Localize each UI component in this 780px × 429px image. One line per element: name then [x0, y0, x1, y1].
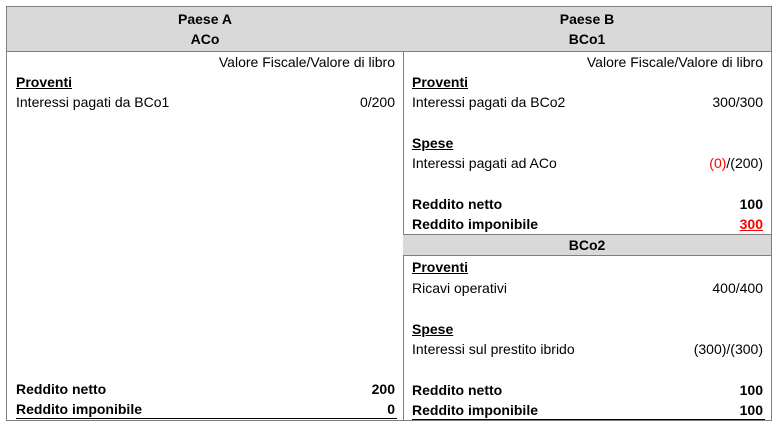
bco1-taxable-income-value: 300 — [739, 216, 763, 232]
tax-table — [6, 6, 772, 421]
country-a-taxable-income-row — [7, 399, 403, 419]
country-a-income-label: Interessi pagati da BCo1 — [16, 94, 170, 110]
country-a-income-heading-row — [7, 72, 403, 92]
bco2-expense-row — [403, 339, 771, 359]
bco2-net-income-row — [403, 380, 771, 400]
country-b-header — [403, 7, 771, 52]
bco1-expense-value — [709, 153, 763, 173]
country-a-title: Paese A — [178, 11, 232, 27]
bco2-expenses-heading: Spese — [412, 321, 454, 337]
country-b-column-label-row — [403, 52, 771, 72]
bco1-expense-value-red: (0) — [709, 155, 727, 171]
country-a-column — [7, 7, 404, 420]
country-a-taxable-income-value: 0 — [387, 401, 395, 417]
country-b-column-label: Valore Fiscale/Valore di libro — [586, 54, 763, 70]
country-a-column-label: Valore Fiscale/Valore di libro — [218, 54, 395, 70]
bco1-income-value: 300/300 — [712, 94, 763, 110]
bco1-net-income-value: 100 — [739, 196, 763, 212]
bco1-expenses-heading: Spese — [412, 135, 454, 151]
country-b-entity: BCo1 — [568, 31, 606, 47]
bco1-income-heading: Proventi — [412, 74, 469, 90]
bco1-expense-row — [403, 153, 771, 173]
bco2-income-value: 400/400 — [712, 280, 763, 296]
bco1-income-row — [403, 92, 771, 112]
bco1-taxable-income-label: Reddito imponibile — [412, 216, 538, 232]
bco2-net-income-label: Reddito netto — [412, 382, 503, 398]
country-b-column — [403, 7, 771, 420]
bco1-net-income-row — [403, 194, 771, 214]
country-a-net-income-label: Reddito netto — [16, 381, 107, 397]
bco2-expenses-heading-row — [403, 319, 771, 339]
country-a-header — [7, 7, 403, 52]
bco2-income-row — [403, 278, 771, 298]
bco2-header: BCo2 — [403, 234, 771, 256]
bco2-taxable-income-label: Reddito imponibile — [412, 402, 538, 418]
bco2-taxable-income-value: 100 — [739, 402, 763, 418]
bco2-net-income-value: 100 — [739, 382, 763, 398]
country-a-taxable-underline — [16, 418, 397, 419]
country-a-income-row — [7, 92, 403, 112]
bco2-expense-label: Interessi sul prestito ibrido — [412, 341, 575, 357]
country-a-income-value: 0/200 — [359, 94, 395, 110]
bco2-expense-value: (300)/(300) — [693, 341, 763, 357]
bco2-taxable-underline — [412, 419, 765, 420]
country-a-net-income-value: 200 — [371, 381, 395, 397]
bco1-income-heading-row — [403, 72, 771, 92]
bco1-net-income-label: Reddito netto — [412, 196, 503, 212]
bco2-income-heading: Proventi — [412, 259, 469, 275]
bco2-income-heading-row — [403, 257, 771, 277]
bco1-expense-label: Interessi pagati ad ACo — [412, 155, 557, 171]
bco1-income-label: Interessi pagati da BCo2 — [412, 94, 566, 110]
country-a-income-heading: Proventi — [16, 74, 73, 90]
country-a-net-income-row — [7, 379, 403, 399]
country-a-taxable-income-label: Reddito imponibile — [16, 401, 142, 417]
bco1-expenses-heading-row — [403, 133, 771, 153]
country-b-title: Paese B — [559, 11, 615, 27]
bco2-income-label: Ricavi operativi — [412, 280, 507, 296]
country-a-column-label-row — [7, 52, 403, 72]
bco2-taxable-income-row — [403, 400, 771, 420]
bco1-expense-value-rest: /(200) — [726, 155, 763, 171]
bco1-taxable-income-row — [403, 214, 771, 234]
country-a-entity: ACo — [190, 31, 220, 47]
